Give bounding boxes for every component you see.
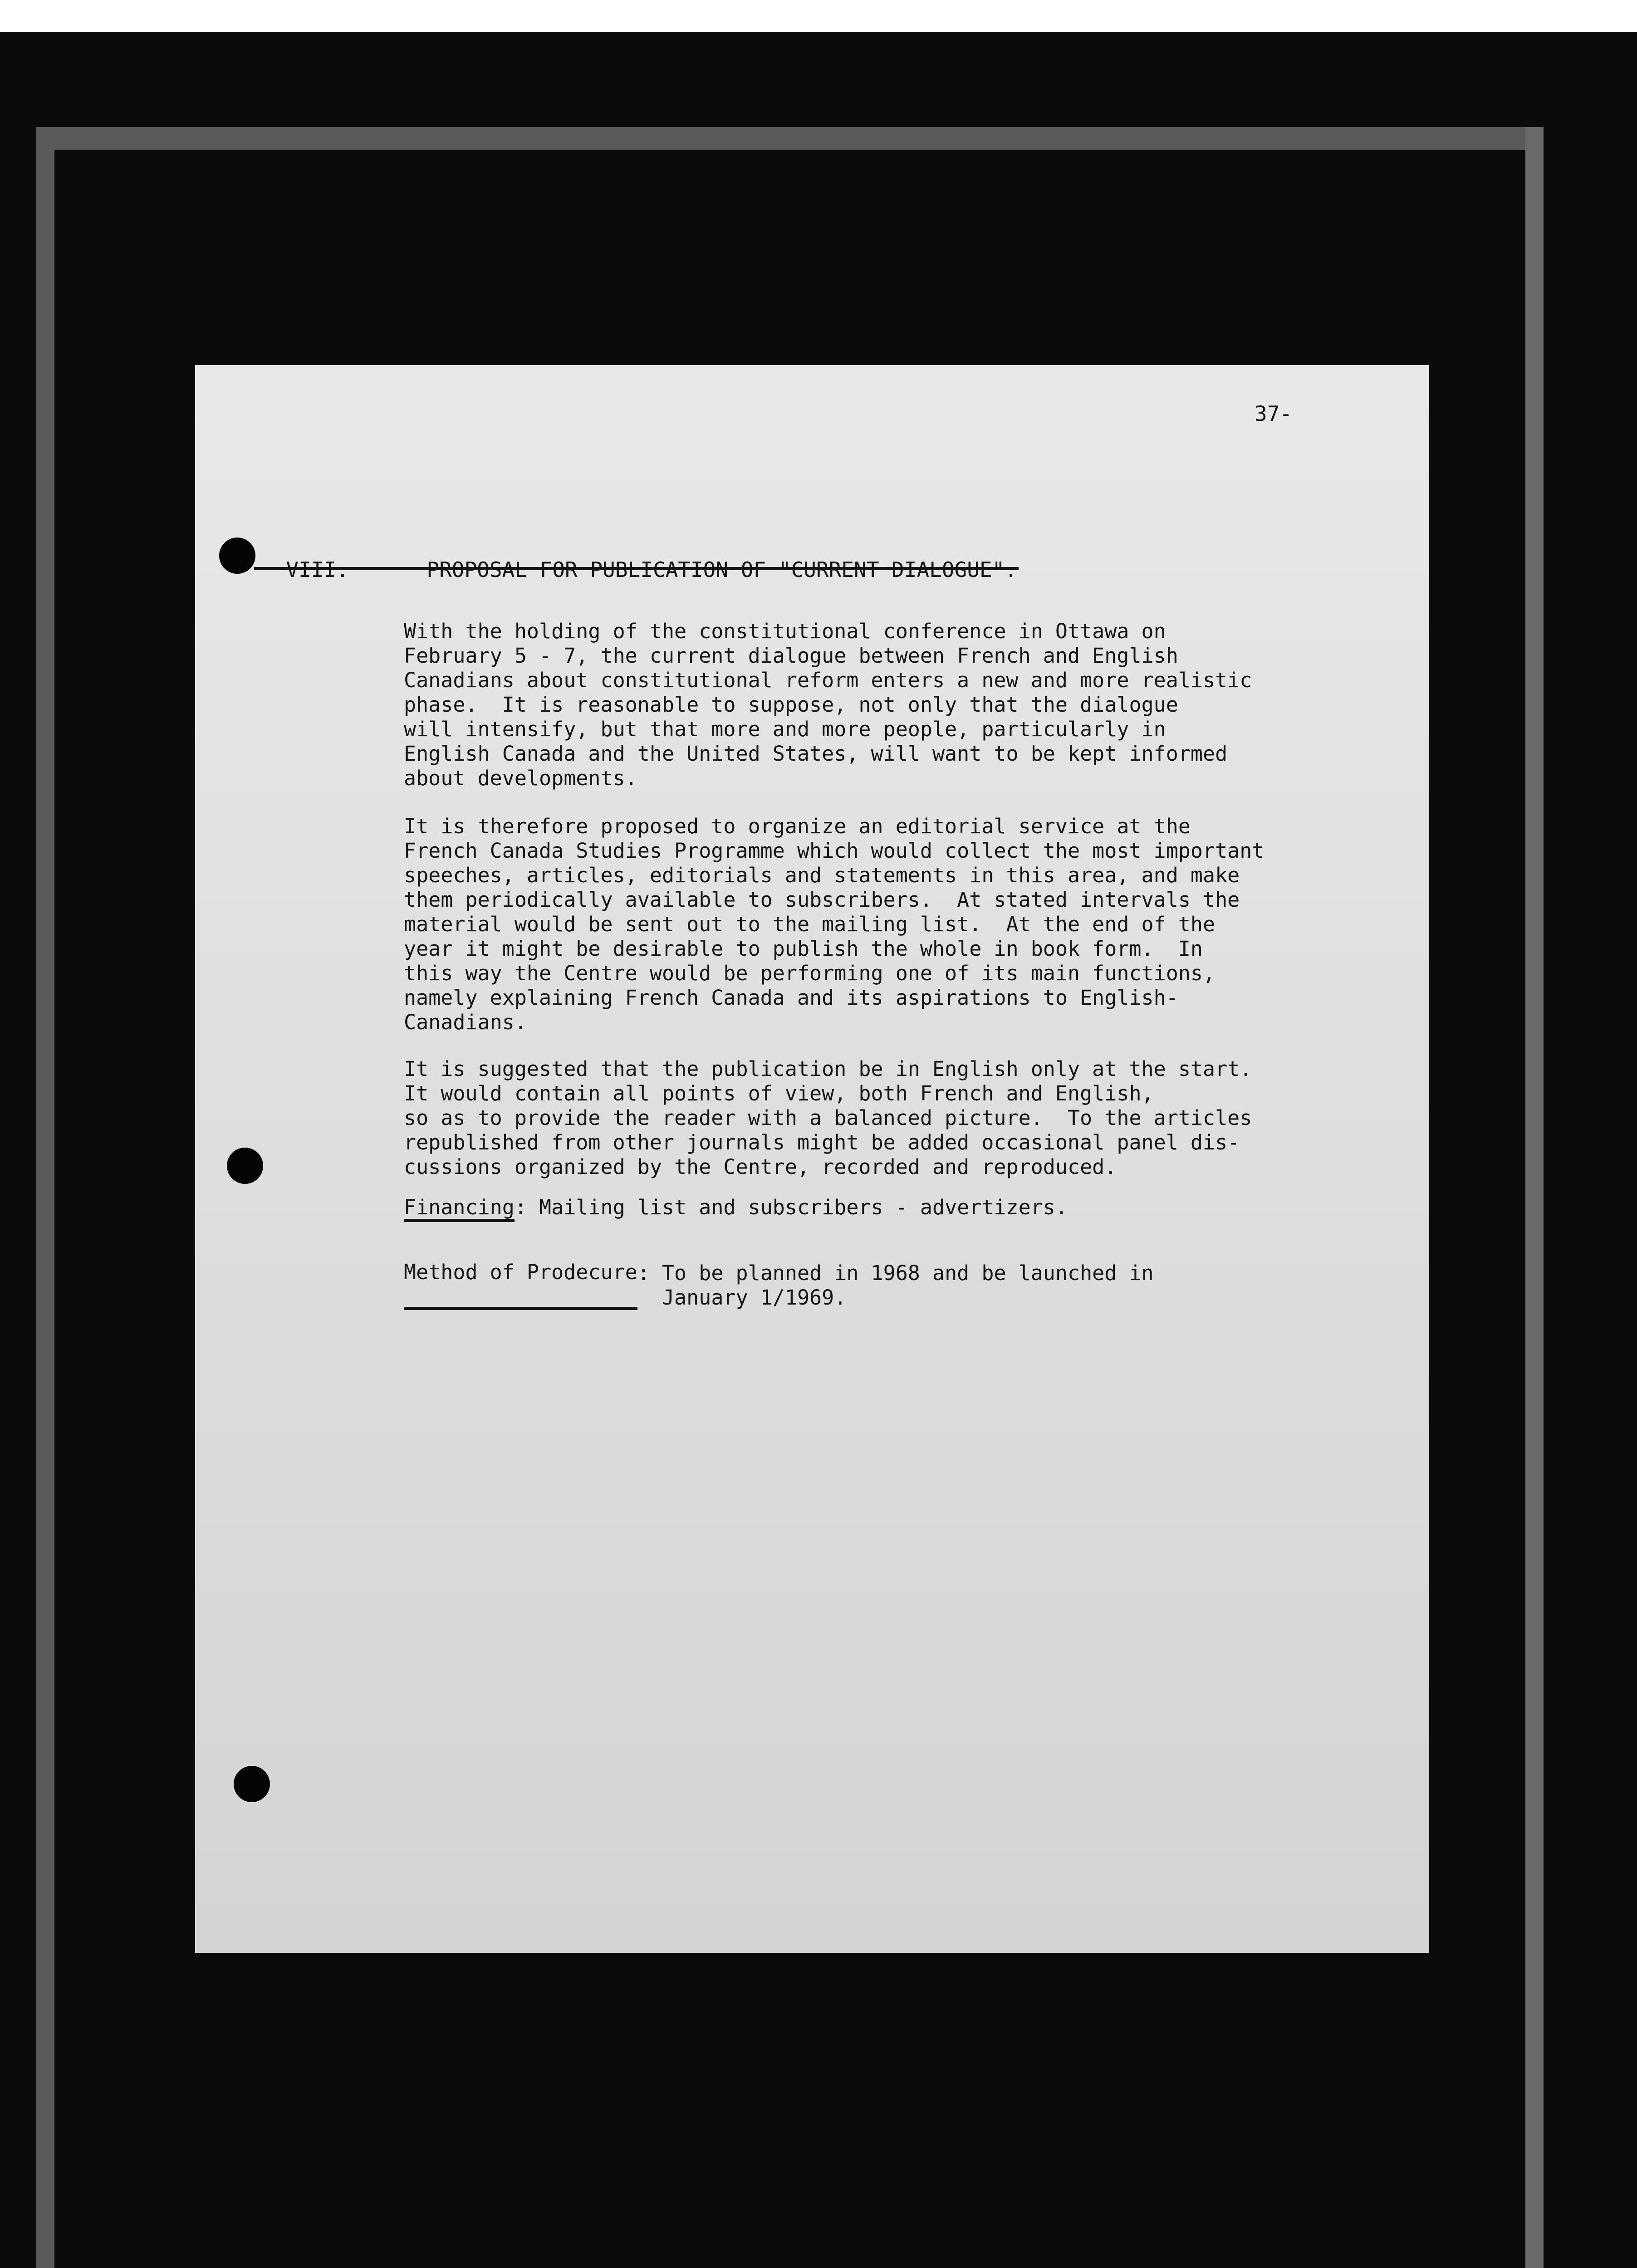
- binder-hole-middle-icon: [227, 1148, 263, 1184]
- page-number: 37-: [1255, 401, 1293, 426]
- binder-hole-bottom-icon: [234, 1766, 270, 1802]
- binder-hole-top-icon: [219, 538, 255, 574]
- film-frame-top-edge: [54, 127, 1525, 150]
- paragraph-3: It is suggested that the publication be in English only at the start. It would contain all points of view, both French and English, so as to provide the reader with a balanced picture. To the articles republished from other journals might be added occasional panel dis- cussions organized by the Centre, recorded and reproduced.: [404, 1057, 1252, 1179]
- section-heading: [261, 533, 1017, 582]
- heading-underline: [254, 567, 1019, 570]
- financing-value: : Mailing list and subscribers - advertizers.: [514, 1195, 1068, 1219]
- procedure-line: [404, 1261, 1154, 1310]
- paragraph-1: With the holding of the constitutional conference in Ottawa on February 5 - 7, the current dialogue between French and English Canadians about constitutional reform enters a new and more realistic phase. It is reasonable to suppose, not only that the dialogue will intensify, but that more and more people, particularly in English Canada and the United States, will want to be kept informed about developments.: [404, 619, 1252, 790]
- procedure-value: : To be planned in 1968 and be launched in January 1/1969.: [637, 1261, 1154, 1310]
- procedure-label: Method of Prodecure: [404, 1261, 637, 1310]
- film-frame-right-edge: [1525, 127, 1544, 2268]
- film-frame-left-edge: [36, 127, 54, 2268]
- financing-label: Financing: [404, 1196, 515, 1222]
- paragraph-2: It is therefore proposed to organize an editorial service at the French Canada Studies Programme which would collect the most important speeches, articles, editorials and statements in this area, and make them periodically available to subscribers. At stated intervals the material would be sent out to the mailing list. At the end of the year it might be desirable to publish the whole in book form. In this way the Centre would be performing one of its main functions, namely explaining French Canada and its aspirations to English- Canadians.: [404, 814, 1265, 1034]
- financing-line: [404, 1195, 1068, 1222]
